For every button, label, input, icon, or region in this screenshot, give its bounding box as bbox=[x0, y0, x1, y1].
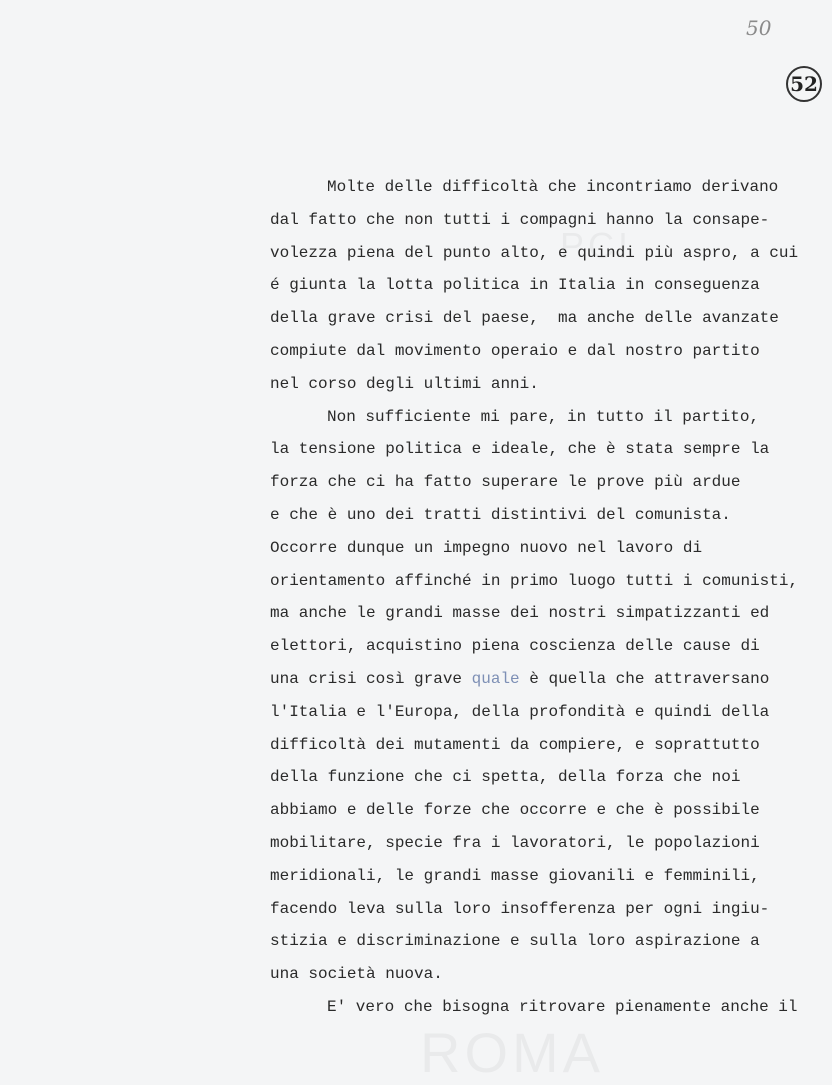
circled-page-number: 52 bbox=[786, 66, 822, 102]
typewritten-body bbox=[270, 171, 810, 1024]
text-line: compiute dal movimento operaio e dal nostro partito bbox=[270, 341, 760, 360]
text-line: una società nuova. bbox=[270, 965, 443, 984]
text-line: della grave crisi del paese, ma anche delle avanzate bbox=[270, 309, 779, 328]
text-line: elettori, acquistino piena coscienza delle cause di bbox=[270, 637, 760, 656]
text-line: forza che ci ha fatto superare le prove più ardue bbox=[270, 473, 741, 492]
text-line-with-annotation bbox=[270, 663, 810, 696]
text-line: la tensione politica e ideale, che è stata sempre la bbox=[270, 440, 770, 459]
text-line: é giunta la lotta politica in Italia in conseguenza bbox=[270, 276, 760, 295]
text-line: E' vero che bisogna ritrovare pienamente anche il bbox=[327, 997, 798, 1016]
text-line: difficoltà dei mutamenti da compiere, e soprattutto bbox=[270, 735, 760, 754]
text-segment: è quella che attraversano bbox=[519, 669, 770, 688]
text-line: dal fatto che non tutti i compagni hanno la consape- bbox=[270, 210, 770, 229]
text-line: Molte delle difficoltà che incontriamo derivano bbox=[327, 178, 779, 196]
handwritten-page-number: 50 bbox=[746, 16, 772, 40]
text-line: meridionali, le grandi masse giovanili e femminili, bbox=[270, 866, 760, 885]
text-segment: una crisi così grave bbox=[270, 669, 472, 688]
text-line: Occorre dunque un impegno nuovo nel lavoro di bbox=[270, 538, 703, 557]
text-line: nel corso degli ultimi anni. bbox=[270, 374, 539, 393]
text-line: volezza piena del punto alto, e quindi più aspro, a cui bbox=[270, 243, 799, 262]
text-line: l'Italia e l'Europa, della profondità e quindi della bbox=[270, 702, 770, 721]
watermark-line bbox=[420, 1020, 604, 1085]
text-line: ma anche le grandi masse dei nostri simpatizzanti ed bbox=[270, 604, 770, 623]
text-line: mobilitare, specie fra i lavoratori, le popolazioni bbox=[270, 833, 760, 852]
text-line: abbiamo e delle forze che occorre e che è possibile bbox=[270, 801, 760, 820]
text-line: stizia e discriminazione e sulla loro aspirazione a bbox=[270, 932, 760, 951]
text-line: della funzione che ci spetta, della forza che noi bbox=[270, 768, 741, 787]
text-line: facendo leva sulla loro insofferenza per ogni ingiu- bbox=[270, 899, 770, 918]
text-line: orientamento affinché in primo luogo tutti i comunisti, bbox=[270, 571, 799, 590]
text-line: Non sufficiente mi pare, in tutto il partito, bbox=[327, 407, 760, 426]
faded-annotation: quale bbox=[471, 669, 520, 688]
text-line: e che è uno dei tratti distintivi del comunista. bbox=[270, 505, 731, 524]
